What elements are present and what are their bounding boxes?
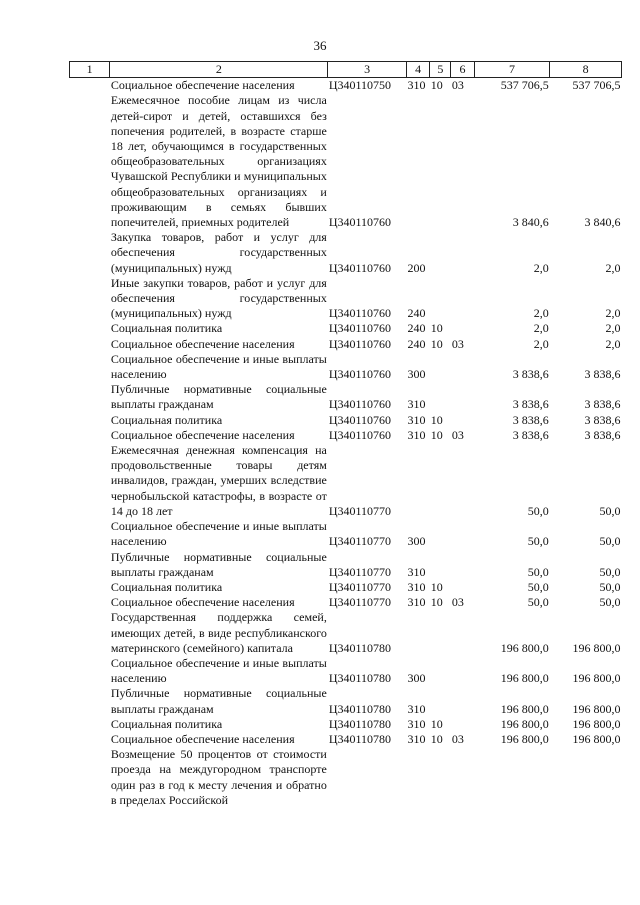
table-row <box>70 732 622 747</box>
amount-year1-cell: 3 838,6 <box>512 412 549 427</box>
amount-year2-cell: 50,0 <box>599 579 621 594</box>
row-number-cell <box>70 428 110 443</box>
target-code-cell: Ц340110760 <box>328 336 392 351</box>
target-code-cell: Ц340110770 <box>328 503 392 518</box>
amount-year2-cell: 2,0 <box>605 260 621 275</box>
target-code-cell: Ц340110780 <box>328 640 392 655</box>
section-cell: 10 <box>430 427 443 442</box>
subsection-cell: 03 <box>451 595 464 610</box>
page-number: 36 <box>313 38 327 53</box>
table-row <box>70 656 622 686</box>
amount-year1-cell: 196 800,0 <box>500 731 549 746</box>
amount-year2-cell: 50,0 <box>599 534 621 549</box>
table-row <box>70 550 622 580</box>
subsection-cell <box>451 382 474 412</box>
table-row <box>70 276 622 322</box>
expense-type-cell: 300 <box>407 367 426 382</box>
target-code-cell: Ц340110760 <box>328 412 392 427</box>
row-number-cell <box>70 78 110 94</box>
section-cell <box>430 550 451 580</box>
expense-type-cell: 310 <box>407 716 426 731</box>
expense-type-cell: 310 <box>407 78 426 93</box>
row-number-cell <box>70 413 110 428</box>
row-number-cell <box>70 550 110 580</box>
target-code-cell: Ц340110780 <box>328 716 392 731</box>
target-code-cell: Ц340110760 <box>328 367 392 382</box>
column-header: 1 <box>70 62 110 78</box>
section-cell: 10 <box>430 579 443 594</box>
expense-type-cell: 310 <box>407 731 426 746</box>
amount-year2-cell: 196 800,0 <box>572 731 621 746</box>
table-row <box>70 610 622 656</box>
target-code-cell <box>328 747 407 808</box>
table-row <box>70 413 622 428</box>
amount-year1-cell <box>474 747 550 808</box>
amount-year1-cell: 196 800,0 <box>500 701 549 716</box>
item-name-cell: Социальное обеспечение и иные выплаты населению <box>110 351 327 382</box>
row-number-cell <box>70 93 110 230</box>
target-code-cell: Ц340110780 <box>328 671 392 686</box>
target-code-cell: Ц340110760 <box>328 260 392 275</box>
column-header: 7 <box>474 62 550 78</box>
table-header-row <box>70 62 622 78</box>
row-number-cell <box>70 230 110 276</box>
amount-year2-cell: 2,0 <box>605 321 621 336</box>
expense-type-cell: 310 <box>407 579 426 594</box>
row-number-cell <box>70 382 110 412</box>
row-number-cell <box>70 519 110 549</box>
amount-year2-cell: 196 800,0 <box>572 701 621 716</box>
subsection-cell <box>451 413 474 428</box>
amount-year2-cell: 50,0 <box>599 503 621 518</box>
amount-year1-cell: 2,0 <box>533 260 549 275</box>
subsection-cell <box>451 747 474 808</box>
expense-type-cell: 310 <box>407 701 426 716</box>
section-cell: 10 <box>430 595 443 610</box>
target-code-cell: Ц340110780 <box>328 731 392 746</box>
row-number-cell <box>70 686 110 716</box>
amount-year1-cell: 50,0 <box>527 579 549 594</box>
column-header: 6 <box>451 62 474 78</box>
section-cell <box>430 382 451 412</box>
amount-year2-cell: 3 838,6 <box>584 397 621 412</box>
section-cell <box>430 656 451 686</box>
amount-year2-cell: 196 800,0 <box>572 640 621 655</box>
section-cell: 10 <box>430 731 443 746</box>
amount-year2-cell: 3 840,6 <box>584 215 621 230</box>
subsection-cell <box>451 550 474 580</box>
item-name-cell: Возмещение 50 процентов от стоимости проезда на междугородном транспорте один раз в год к месту лечения и обратно в пределах Российской <box>110 747 327 807</box>
amount-year2-cell: 2,0 <box>605 336 621 351</box>
item-name-cell: Социальное обеспечение и иные выплаты населению <box>110 519 327 549</box>
subsection-cell <box>451 610 474 656</box>
subsection-cell <box>451 321 474 336</box>
section-cell <box>430 352 451 382</box>
column-header: 4 <box>407 62 430 78</box>
row-number-cell <box>70 656 110 686</box>
amount-year2-cell: 3 838,6 <box>584 427 621 442</box>
target-code-cell: Ц340110750 <box>328 78 392 93</box>
section-cell: 10 <box>430 336 443 351</box>
table-row <box>70 747 622 808</box>
section-cell <box>430 276 451 322</box>
amount-year2-cell: 50,0 <box>599 595 621 610</box>
section-cell <box>430 519 451 549</box>
table-row <box>70 595 622 610</box>
row-number-cell <box>70 747 110 808</box>
table-row <box>70 580 622 595</box>
section-cell <box>430 686 451 716</box>
expense-type-cell <box>407 443 430 519</box>
item-name-cell: Социальная политика <box>110 321 223 336</box>
amount-year1-cell: 2,0 <box>533 336 549 351</box>
amount-year1-cell: 3 840,6 <box>512 215 549 230</box>
amount-year2-cell: 3 838,6 <box>584 412 621 427</box>
table-row <box>70 230 622 276</box>
subsection-cell: 03 <box>451 336 464 351</box>
target-code-cell: Ц340110760 <box>328 215 392 230</box>
amount-year1-cell: 3 838,6 <box>512 397 549 412</box>
expense-type-cell <box>407 93 430 230</box>
item-name-cell: Иные закупки товаров, работ и услуг для обеспечения государственных (муниципальных) нужд <box>110 275 327 321</box>
item-name-cell: Государственная поддержка семей, имеющих детей, в виде республиканского материнского (семейного) капитала <box>110 610 327 655</box>
table-row <box>70 78 622 94</box>
expense-type-cell: 240 <box>407 336 426 351</box>
section-cell: 10 <box>430 412 443 427</box>
target-code-cell: Ц340110770 <box>328 534 392 549</box>
section-cell: 10 <box>430 78 443 93</box>
row-number-cell <box>70 337 110 352</box>
amount-year2-cell: 196 800,0 <box>572 716 621 731</box>
table-row <box>70 428 622 443</box>
subsection-cell <box>451 580 474 595</box>
target-code-cell: Ц340110770 <box>328 595 392 610</box>
table-row <box>70 686 622 716</box>
target-code-cell: Ц340110760 <box>328 397 392 412</box>
subsection-cell <box>451 352 474 382</box>
amount-year1-cell: 2,0 <box>533 306 549 321</box>
item-name-cell: Социальное обеспечение населения <box>110 427 295 442</box>
budget-table <box>69 61 622 808</box>
item-name-cell: Публичные нормативные социальные выплаты гражданам <box>110 686 327 716</box>
amount-year1-cell: 50,0 <box>527 503 549 518</box>
amount-year2-cell: 2,0 <box>605 306 621 321</box>
item-name-cell: Ежемесячное пособие лицам из числа детей-сирот и детей, оставшихся без попечения родителей, в возрасте старше 18 лет, обучающимся в государственных общеобразовательных организациях Чувашской Республики и муниципальных общеобразовательных организациях и проживающим в семьях бывших попечителей, приемных родителей <box>110 93 327 230</box>
table-row <box>70 321 622 336</box>
row-number-cell <box>70 610 110 656</box>
amount-year2-cell: 537 706,5 <box>572 78 621 93</box>
section-cell <box>430 610 451 656</box>
expense-type-cell: 310 <box>407 427 426 442</box>
row-number-cell <box>70 276 110 322</box>
table-row <box>70 93 622 230</box>
section-cell <box>430 93 451 230</box>
table-row <box>70 352 622 382</box>
row-number-cell <box>70 443 110 519</box>
target-code-cell: Ц340110770 <box>328 579 392 594</box>
item-name-cell: Социальная политика <box>110 716 223 731</box>
column-header: 2 <box>110 62 328 78</box>
target-code-cell: Ц340110760 <box>328 321 392 336</box>
item-name-cell: Публичные нормативные социальные выплаты гражданам <box>110 382 327 412</box>
subsection-cell <box>451 276 474 322</box>
amount-year1-cell: 50,0 <box>527 564 549 579</box>
table-row <box>70 337 622 352</box>
column-header: 3 <box>328 62 407 78</box>
amount-year1-cell: 196 800,0 <box>500 671 549 686</box>
row-number-cell <box>70 732 110 747</box>
table-row <box>70 717 622 732</box>
expense-type-cell: 240 <box>407 306 426 321</box>
table-row <box>70 443 622 519</box>
subsection-cell <box>451 717 474 732</box>
subsection-cell: 03 <box>451 731 464 746</box>
expense-type-cell: 300 <box>407 671 426 686</box>
item-name-cell: Социальное обеспечение населения <box>110 731 295 746</box>
table-row <box>70 519 622 549</box>
section-cell <box>430 443 451 519</box>
amount-year2-cell: 196 800,0 <box>572 671 621 686</box>
section-cell: 10 <box>430 321 443 336</box>
amount-year1-cell: 196 800,0 <box>500 716 549 731</box>
section-cell <box>430 230 451 276</box>
item-name-cell: Социальное обеспечение и иные выплаты населению <box>110 655 327 686</box>
item-name-cell: Ежемесячная денежная компенсация на продовольственные товары детям инвалидов, граждан, умерших вследствие чернобыльской катастрофы, в возрасте от 14 до 18 лет <box>110 443 327 518</box>
item-name-cell: Социальное обеспечение населения <box>110 336 295 351</box>
row-number-cell <box>70 352 110 382</box>
target-code-cell: Ц340110780 <box>328 701 392 716</box>
item-name-cell: Социальное обеспечение населения <box>110 78 295 93</box>
subsection-cell <box>451 686 474 716</box>
row-number-cell <box>70 717 110 732</box>
row-number-cell <box>70 580 110 595</box>
amount-year1-cell: 3 838,6 <box>512 427 549 442</box>
target-code-cell: Ц340110760 <box>328 306 392 321</box>
table-row <box>70 382 622 412</box>
amount-year1-cell: 2,0 <box>533 321 549 336</box>
section-cell <box>430 747 451 808</box>
expense-type-cell: 200 <box>407 260 426 275</box>
item-name-cell: Социальная политика <box>110 412 223 427</box>
budget-table-body <box>70 62 622 808</box>
expense-type-cell <box>407 747 430 808</box>
section-cell: 10 <box>430 716 443 731</box>
item-name-cell: Закупка товаров, работ и услуг для обеспечения государственных (муниципальных) нужд <box>110 230 327 275</box>
subsection-cell <box>451 656 474 686</box>
target-code-cell: Ц340110770 <box>328 564 392 579</box>
item-name-cell: Публичные нормативные социальные выплаты гражданам <box>110 549 327 579</box>
subsection-cell <box>451 443 474 519</box>
amount-year1-cell: 196 800,0 <box>500 640 549 655</box>
column-header: 8 <box>550 62 622 78</box>
expense-type-cell: 300 <box>407 534 426 549</box>
column-header: 5 <box>430 62 451 78</box>
amount-year1-cell: 50,0 <box>527 595 549 610</box>
subsection-cell <box>451 93 474 230</box>
expense-type-cell: 310 <box>407 397 426 412</box>
amount-year2-cell <box>550 747 622 808</box>
target-code-cell: Ц340110760 <box>328 427 392 442</box>
expense-type-cell: 310 <box>407 595 426 610</box>
subsection-cell: 03 <box>451 78 464 93</box>
row-number-cell <box>70 321 110 336</box>
amount-year1-cell: 3 838,6 <box>512 367 549 382</box>
expense-type-cell <box>407 610 430 656</box>
row-number-cell <box>70 595 110 610</box>
subsection-cell: 03 <box>451 427 464 442</box>
item-name-cell: Социальная политика <box>110 579 223 594</box>
subsection-cell <box>451 519 474 549</box>
amount-year2-cell: 50,0 <box>599 564 621 579</box>
amount-year1-cell: 50,0 <box>527 534 549 549</box>
expense-type-cell: 240 <box>407 321 426 336</box>
expense-type-cell: 310 <box>407 564 426 579</box>
item-name-cell: Социальное обеспечение населения <box>110 595 295 610</box>
subsection-cell <box>451 230 474 276</box>
amount-year1-cell: 537 706,5 <box>500 78 549 93</box>
amount-year2-cell: 3 838,6 <box>584 367 621 382</box>
expense-type-cell: 310 <box>407 412 426 427</box>
